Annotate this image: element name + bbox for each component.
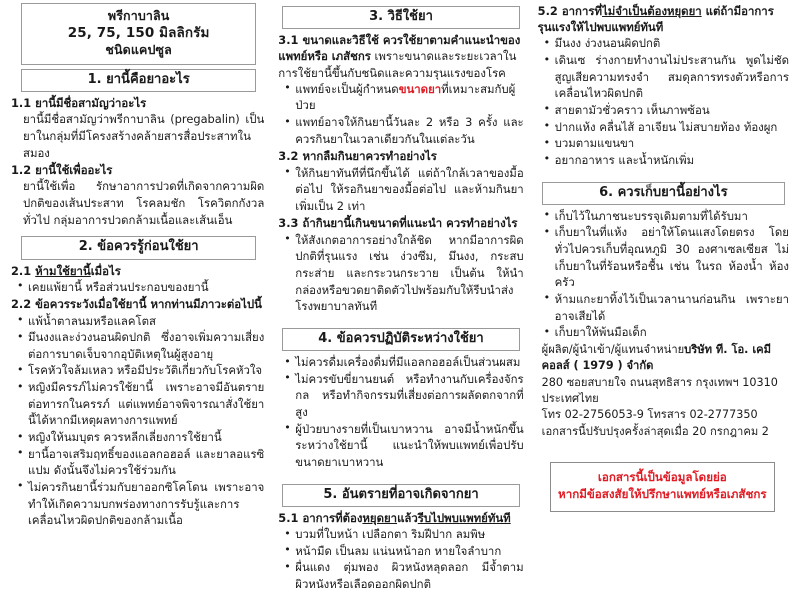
spacer [536,169,791,178]
list-item: • ห้ามแกะยาทิ้งไว้เป็นเวลานานก่อนกิน เพราะยาอาจเสียได้ [542,291,789,324]
subsection-5-1-mid: แล้ว [397,510,418,525]
list-item: • มึนงงและง่วงนอนผิดปกติ ซึ่งอาจเพิ่มความเสี่ยงต่อการบาดเจ็บจากอุบัติเหตุในผู้สูงอายุ [15,329,264,362]
list-item: • ยานี้อาจเสริมฤทธิ์ของแอลกอฮอล์ และยาลอแรซิแปม ดังนั้นจึงไม่ควรใช้ร่วมกัน [15,446,264,479]
list-item: • มึนงง ง่วงนอนผิดปกติ [542,35,789,52]
manufacturer-block [536,341,791,440]
subsection-heading-1-1: 1.1 ยานี้มีชื่อสามัญว่าอะไร [11,96,147,111]
list-item: • ไม่ควรดื่มเครื่องดื่มที่มีแอลกอฮอล์เป็นส่วนผสม [282,354,523,371]
highlighted-term-dosage: ขนาดยา [398,81,442,96]
column-right [531,2,796,502]
section-heading-6: 6. ควรเก็บยานี้อย่างไร [542,182,785,205]
list-item: • ผื่นแดง ตุ่มพอง ผิวหนังหลุดลอก มีจ้ำตามผิวหนังหรือเลือดออกผิดปกติ [282,559,523,592]
bullet-list-5-1 [276,526,525,593]
list-item: • ไม่ควรขับขี่ยานยนต์ หรือทำงานกับเครื่องจักรกล หรือทำกิจกรรมที่เสี่ยงต่อการผลัดตกจากที่สูง [282,371,523,421]
drug-title-box [21,3,256,65]
bullet-list-3-2 [276,165,525,215]
section-heading-1: 1. ยานี้คือยาอะไร [21,69,256,92]
bullet-list-2-1 [9,279,266,296]
list-item: • ให้สังเกตอาการอย่างใกล้ชิด หากมีอาการผิดปกติที่รุนแรง เช่น ง่วงซึม, มึนงง, กระสบกระส่าย และกระวนกระวาย เป็นต้น ให้นำกล่องหรือขวดยาติดตัวไปพร้อมกับให้รีบนำส่งโรงพยาบาลทันที [282,232,523,315]
subsection-heading-2-2: 2.2 ข้อควรระวังเมื่อใช้ยานี้ หากท่านมีภาวะต่อไปนี้ [11,297,262,312]
list-item: • เก็บยาให้พ้นมือเด็ก [542,324,789,341]
bullet-text-pre: แพทย์จะเป็นผู้กำหนด [295,81,399,96]
bullet-list-3-1 [276,81,525,148]
summary-warning-box [550,462,775,512]
list-item: • อยากอาหาร และน้ำหนักเพิ่ม [542,152,789,169]
list-item: • เก็บไว้ในภาชนะบรรจุเดิมตามที่ได้รับมา [542,208,789,225]
manufacturer-address-line1: 280 ซอยสบายใจ ถนนสุทธิสาร กรุงเทพฯ 10310 [541,375,778,389]
manufacturer-label: ผู้ผลิต/ผู้นำเข้า/ผู้แทนจำหน่าย [541,342,685,356]
subsection-heading-2-1 [9,263,266,279]
drug-form: ชนิดแคปซูล [105,42,172,58]
bullet-text-post: ที่เหมาะสมกับผู้ป่วย [295,81,516,113]
revision-date: เอกสารนี้ปรับปรุงครั้งล่าสุดเมื่อ 20 กรกฎาคม 2 [541,424,769,438]
list-item: • หญิงให้นมบุตร ควรหลีกเลี่ยงการใช้ยานี้ [15,429,264,446]
list-item: • เคยแพ้ยานี้ หรือส่วนประกอบของยานี้ [15,279,264,296]
warning-line-1: เอกสารนี้เป็นข้อมูลโดยย่อ [597,469,727,484]
list-item: • สายตามัวชั่วคราว เห็นภาพซ้อน [542,102,789,119]
list-item: • เก็บยาในที่แห้ง อย่าให้โดนแสงโดยตรง โดยทั่วไปควรเก็บที่อุณหภูมิ 30 องศาเซลเซียส ไม่เก็บยาในที่ร้อนหรือชื้น เช่น ในรถ ห้องน้ำ ห้องครัว [542,224,789,291]
subsection-2-1-underlined: ห้ามใช้ยานี้ [35,263,91,278]
subsection-heading-3-3: 3.3 ถ้ากินยานี้เกินขนาดที่แนะนำ ควรทำอย่างไร [278,216,518,231]
column-left [4,2,271,528]
manufacturer-line-1 [542,342,789,358]
subsection-heading-3-2: 3.2 หากลืมกินยาควรทำอย่างไร [278,149,437,164]
subsection-5-2-prefix: 5.2 อาการที่ [537,4,602,18]
subsection-5-1-underlined-b: รีบไปพบแพทย์ทันที [417,510,511,525]
list-item: • ผู้ป่วยบางรายที่เป็นเบาหวาน อาจมีน้ำหนักขึ้นระหว่างใช้ยานี้ แนะนำให้พบแพทย์เพื่อปรับขนาดยาเบาหวาน [282,421,523,471]
list-item: • โรคหัวใจล้มเหลว หรือมีประวัติเกี่ยวกับโรคหัวใจ [15,362,264,379]
bullet-list-2-2 [9,313,266,529]
section-heading-5: 5. อันตรายที่อาจเกิดจากยา [282,484,519,507]
subsection-3-1-bold-b: แพทย์หรือ เภสัชกร [278,49,371,64]
spacer [276,315,525,324]
section-heading-2: 2. ข้อควรรู้ก่อนใช้ยา [21,236,256,259]
list-item: • แพ้น้ำตาลนมหรือแลคโตส [15,313,264,330]
section-heading-4: 4. ข้อควรปฏิบัติระหว่างใช้ยา [282,328,519,351]
subsection-2-1-prefix: 2.1 [11,263,36,278]
subsection-body-1-2: ยานี้ใช้เพื่อ รักษาอาการปวดที่เกิดจากความผิดปกติของเส้นประสาท โรคลมชัก โรควิตกกังวลทั่วไป กลุ่มอาการปวดกล้ามเนื้อและเส้นเอ็น [23,179,265,227]
warning-line-2: หากมีข้อสงสัยให้ปรึกษาแพทย์หรือเภสัชกร [558,487,767,502]
drug-name: พรีกาบาลิน [107,8,170,23]
list-item: • เดินเซ ร่างกายทำงานไม่ประสานกัน พูดไม่ชัด สูญเสียความทรงจำ สมดุลการทรงตัวหรือการเคลื่อนไหวผิดปกติ [542,52,789,102]
subsection-body-1-1: ยานี้มีชื่อสามัญว่าพรีกาบาลิน (pregabalin) เป็นยาในกลุ่มที่มีโครงสร้างคล้ายสารสื่อประสาทในสมอง [23,112,265,160]
bullet-list-4 [276,354,525,470]
subsection-5-1-prefix: 5.1 อาการที่ต้อง [278,510,363,525]
subsection-3-1-bold-a: 3.1 ขนาดและวิธีใช้ ควรใช้ยาตามคำแนะนำของ [278,33,521,48]
section-heading-3: 3. วิธีใช้ยา [282,6,519,29]
subsection-2-1-suffix: เมื่อไร [90,263,121,278]
manufacturer-company-line1: บริษัท ที. โอ. เคมี [684,342,772,356]
list-item: • หน้ามืด เป็นลม แน่นหน้าอก หายใจลำบาก [282,543,523,560]
list-item: • ให้กินยาทันทีที่นึกขึ้นได้ แต่ถ้าใกล้เวลาของมื้อต่อไป ให้รอกินยาของมื้อต่อไป และห้ามกินยาเพิ่มเป็น 2 เท่า [282,165,523,215]
subsection-5-2-suffix: แต่ถ้ามีอาการรุนแรงให้ไปพบแพทย์ทันที [537,4,774,35]
spacer [276,471,525,480]
drug-strength: 25, 75, 150 มิลลิกรัม [67,24,210,41]
subsection-5-2-underlined: ไม่จำเป็นต้องหยุดยา [601,4,702,18]
bullet-list-3-3 [276,232,525,315]
list-item [282,81,523,114]
spacer [9,228,266,232]
list-item: • บวมที่ใบหน้า เปลือกตา ริมฝีปาก ลมพิษ [282,526,523,543]
subsection-heading-5-1 [276,510,525,526]
column-middle [271,2,530,591]
subsection-5-1-underlined-a: หยุดยา [362,510,398,525]
subsection-3-1-rest: เพราะขนาดและระยะเวลาในการใช้ยานี้ขึ้นกับชนิดและความรุนแรงของโรค [278,49,517,80]
list-item: • ปากแห้ง คลื่นไส้ อาเจียน ไม่สบายท้อง ท้องผูก [542,119,789,136]
subsection-heading-1-2: 1.2 ยานี้ใช้เพื่ออะไร [11,163,113,178]
manufacturer-phone: โทร 02-2756053-9 โทรสาร 02-2777350 [541,408,758,422]
subsection-heading-3-1 [276,32,525,81]
list-item: • หญิงมีครรภ์ไม่ควรใช้ยานี้ เพราะอาจมีอันตรายต่อทารกในครรภ์ แต่แพทย์อาจพิจารณาสั่งใช้ยานี้ได้หากมีเหตุผลทางการแพทย์ [15,379,264,429]
list-item: • บวมตามแขนขา [542,135,789,152]
list-item: • แพทย์อาจให้กินยานี้วันละ 2 หรือ 3 ครั้ง และควรกินยาในเวลาเดียวกันในแต่ละวัน [282,114,523,147]
bullet-list-6 [536,208,791,341]
manufacturer-address-line2: ประเทศไทย [541,391,599,405]
list-item: • ไม่ควรกินยานี้ร่วมกับยาออกซิโคโดน เพราะอาจทำให้เกิดความบกพร่องทางการรับรู้และการเคลื่อนไหวผิดปกติของกล้ามเนื้อ [15,479,264,529]
subsection-heading-5-2 [536,3,791,35]
manufacturer-company-line2: คอลส์ ( 1979 ) จำกัด [541,359,654,373]
bullet-list-5-2 [536,35,791,168]
